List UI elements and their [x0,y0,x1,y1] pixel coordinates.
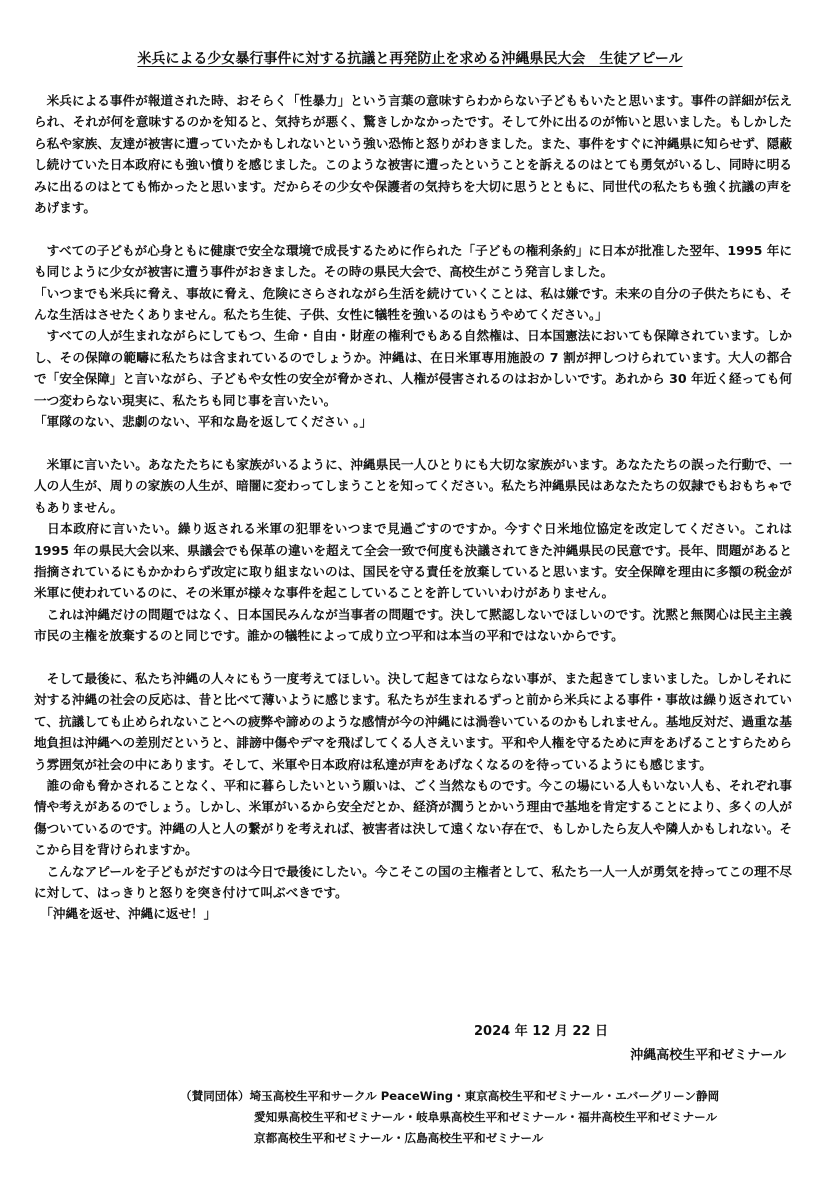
paragraph: これは沖縄だけの問題ではなく、日本国民みんなが当事者の問題です。決して黙認しないでほしいのです。沈黙と無関心は民主主義市民の主権を放棄するのと同じです。誰かの犠牲によって成り立つ平和は本当の平和ではないからです。 [34,606,792,644]
appeal-body [34,90,792,925]
supporters-line: 愛知県高校生平和ゼミナール・岐阜県高校生平和ゼミナール・福井高校生平和ゼミナール [254,1110,718,1124]
paragraph-spacer [34,218,792,239]
quote-paragraph: 「軍隊のない、悲劇のない、平和な島を返してください 。」 [34,414,373,430]
paragraph: 米軍に言いたい。あなたたちにも家族がいるように、沖縄県民一人ひとりにも大切な家族がいます。あなたたちの誤った行動で、一人の人生が、周りの家族の人生が、暗闇に変わってしまうことを知ってください。私たち沖縄県民はあなたたちの奴隷でもおもちゃでもありません。 [34,456,792,515]
paragraph: すべての人が生まれながらにしてもつ、生命・自由・財産の権利でもある自然権は、日本国憲法においても保障されています。しかし、その保障の範疇に私たちは含まれているのでしょうか。沖縄は、在日米軍専用施設の 7 割が押しつけられています。大人の都合で「安全保障」と言いながら、子どもや女性の安全が脅かされ、人権が侵害されるのはおかしいです。あれから 30 年近く経っても何一つ変わらない現実に、私たちも同じ事を言いたい。 [34,328,792,408]
supporters-line: 京都高校生平和ゼミナール・広島高校生平和ゼミナール [254,1131,544,1145]
paragraph: こんなアピールを子どもがだすのは今日で最後にしたい。今こそこの国の主権者として、私たち一人一人が勇気を持ってこの理不尽に対して、はっきりと怒りを突き付けて叫ぶべきです。 [34,863,792,900]
supporters-line: （賛同団体）埼玉高校生平和サークル PeaceWing・東京高校生平和ゼミナール・エバーグリーン静岡 [180,1089,720,1103]
document-date: 2024 年 12 月 22 日 [474,1024,608,1039]
signer-organization: 沖縄高校生平和ゼミナール [630,1048,786,1063]
paragraph: 米兵による事件が報道された時、おそらく「性暴力」という言葉の意味すらわからない子どももいたと思います。事件の詳細が伝えられ、それが何を意味するのかを知ると、気持ちが悪く、驚きしかなかったです。そして外に出るのが怖いと思いました。もしかしたら私や家族、友達が被害に遭っていたかもしれないという強い恐怖と怒りがわきました。また、事件をすぐに沖縄県に知らせず、隠蔽し続けていた日本政府にも強い憤りを感じました。このような被害に遭ったということを訴えるのはとても勇気がいるし、同時に明るみに出るのはとても怖かったと思います。だからその少女や保護者の気持ちを大切に思うとともに、同世代の私たちも強く抗議の声をあげます。 [34,93,792,216]
supporting-organizations [180,1086,790,1149]
document-title-text: 米兵による少女暴行事件に対する抗議と再発防止を求める沖縄県民大会 生徒アピール [137,51,683,67]
quote-paragraph: 「いつまでも米兵に脅え、事故に脅え、危険にさらされながら生活を続けていくことは、私は嫌です。未来の自分の子供たちにも、そんな生活はさせたくありません。私たち生徒、子供、女性に犠牲を強いるのはもうやめてください。」 [34,285,792,323]
paragraph: そして最後に、私たち沖縄の人々にもう一度考えてほしい。決して起きてはならない事が、また起きてしまいました。しかしそれに対する沖縄の社会の反応は、昔と比べて薄いように感じます。私たちが生まれるずっと前から米兵による事件・事故は繰り返されていて、抗議しても止められないことへの疲弊や諦めのような感情が今の沖縄には渦巻いているのかもしれません。基地反対だ、過重な基地負担は沖縄への差別だというと、誹謗中傷やデマを飛ばしてくる人さえいます。平和や人権を守るために声をあげることすらためらう雰囲気が社会の中にあります。そして、米軍や日本政府は私達が声をあげなくなるのを待っているようにも感じます。 [34,670,792,772]
paragraph: すべての子どもが心身ともに健康で安全な環境で成長するために作られた「子どもの権利条約」に日本が批准した翌年、1995 年にも同じように少女が被害に遭う事件がおきました。その時の県民大会で、高校生がこう発言しました。 [34,242,792,280]
paragraph-spacer [34,432,792,453]
paragraph: 誰の命も脅かされることなく、平和に暮らしたいという願いは、ごく当然なものです。今この場にいる人もいない人も、それぞれ事情や考えがあるのでしょう。しかし、米軍がいるから安全だとか、経済が潤うとかいう理由で基地を肯定することにより、多くの人が傷ついているのです。沖縄の人と人の繋がりを考えれば、被害者は決して遠くない存在で、もしかしたら友人や隣人かもしれない。そこから目を背けられますか。 [34,777,792,858]
document-title [0,50,820,68]
paragraph: 日本政府に言いたい。繰り返される米軍の犯罪をいつまで見過ごすのですか。今すぐ日米地位協定を改定してください。これは 1995 年の県民大会以来、県議会でも保革の違いを超えて全会一致で何度も決議されてきた沖縄県民の民意です。長年、問題があると指摘されているにもかかわらず改定に取り組まないのは、国民を守る責任を放棄していると思います。安全保障を理由に多額の税金が米軍に使われているのに、その米軍が様々な事件を起こしていることを許していいわけがありません。 [34,521,792,601]
slogan: 「沖縄を返せ、沖縄に返せ！」 [34,906,217,922]
paragraph-spacer [34,647,792,668]
